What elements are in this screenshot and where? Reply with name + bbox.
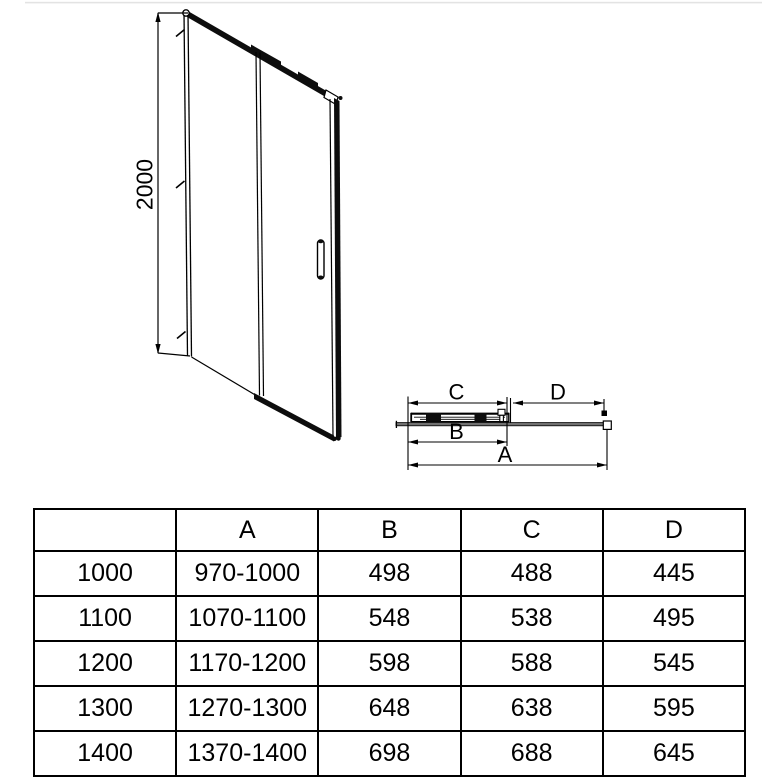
table-cell: 488 — [461, 551, 603, 596]
bracket-knob — [339, 96, 343, 100]
header-row — [34, 509, 745, 551]
dim-label-b: B — [449, 419, 464, 444]
table-cell: 548 — [318, 596, 460, 641]
col-header-size — [34, 509, 176, 551]
dimensions-table — [33, 508, 746, 777]
table-cell: 645 — [603, 731, 745, 776]
glass-panel-plan — [396, 423, 607, 426]
table-cell: 445 — [603, 551, 745, 596]
table-cell: 1370-1400 — [176, 731, 318, 776]
table-header — [34, 509, 745, 551]
table-cell: 688 — [461, 731, 603, 776]
roller-block-plan — [475, 413, 487, 422]
col-header-c: C — [461, 509, 603, 551]
dim-label-d: D — [550, 379, 566, 405]
table-cell: 970-1000 — [176, 551, 318, 596]
wall-profile-end-cap — [603, 421, 611, 429]
top-rail — [187, 11, 330, 100]
wall-bracket-marker — [602, 411, 608, 417]
table-cell: 698 — [318, 731, 460, 776]
table-row — [34, 551, 745, 596]
row-size-cell: 1200 — [34, 641, 176, 686]
table-cell: 1070-1100 — [176, 596, 318, 641]
table-cell: 1170-1200 — [176, 641, 318, 686]
table-cell: 648 — [318, 686, 460, 731]
col-header-d: D — [603, 509, 745, 551]
table-row — [34, 596, 745, 641]
table-row — [34, 686, 745, 731]
table-cell: 498 — [318, 551, 460, 596]
top-edge-artifact — [25, 2, 762, 4]
table-cell: 598 — [318, 641, 460, 686]
table-row — [34, 641, 745, 686]
height-dimension-label: 2000 — [131, 158, 158, 211]
table-cell: 538 — [461, 596, 603, 641]
table-cell: 595 — [603, 686, 745, 731]
plan-view — [396, 409, 611, 429]
table-cell: 495 — [603, 596, 745, 641]
col-header-a: A — [176, 509, 318, 551]
roller-block-plan — [426, 413, 441, 422]
row-size-cell: 1400 — [34, 731, 176, 776]
col-header-b: B — [318, 509, 460, 551]
table-cell: 545 — [603, 641, 745, 686]
dim-label-a: A — [497, 442, 513, 467]
row-size-cell: 1100 — [34, 596, 176, 641]
table-cell: 638 — [461, 686, 603, 731]
dim-label-c: C — [448, 379, 465, 405]
right-stile — [334, 98, 342, 440]
front-elevation-view — [176, 10, 343, 442]
bottom-rail — [254, 393, 334, 442]
table-row — [34, 731, 745, 776]
table-cell: 1270-1300 — [176, 686, 318, 731]
table-cell: 588 — [461, 641, 603, 686]
door-handle — [318, 240, 325, 279]
row-size-cell: 1300 — [34, 686, 176, 731]
row-size-cell: 1000 — [34, 551, 176, 596]
adjuster-pin — [498, 409, 505, 415]
